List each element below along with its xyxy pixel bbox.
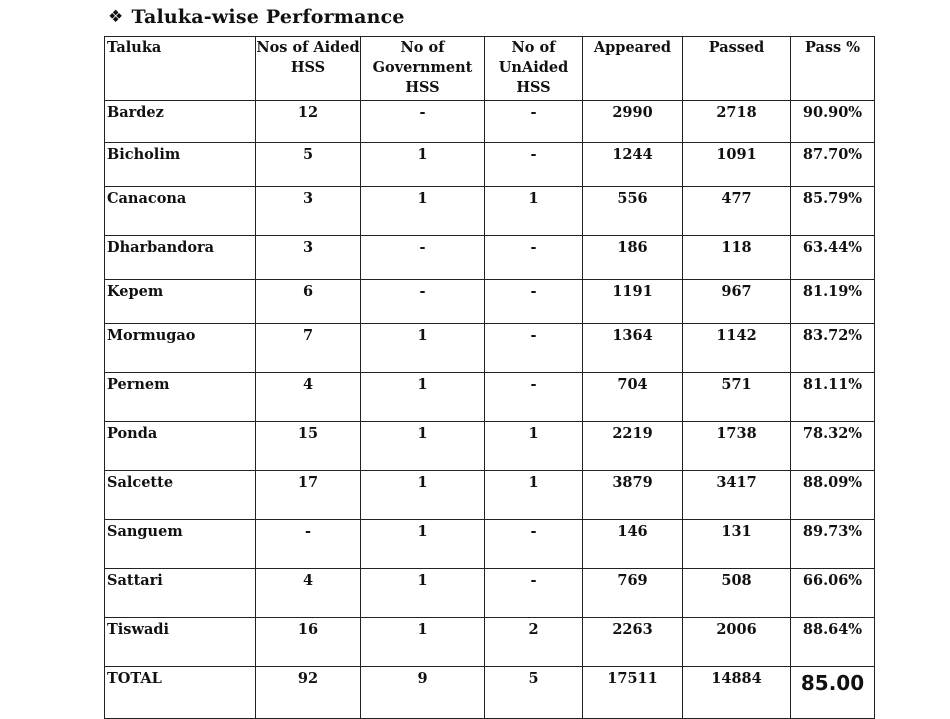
cell-aided: - — [256, 520, 361, 569]
section-heading — [108, 6, 405, 28]
table-row — [105, 143, 875, 187]
cell-aided: 16 — [256, 618, 361, 667]
cell-passed: 1738 — [683, 422, 791, 471]
table-row — [105, 471, 875, 520]
taluka-performance-table — [104, 36, 875, 719]
cell-government: 1 — [361, 143, 485, 187]
cell-passed: 477 — [683, 187, 791, 236]
cell-passed: 2006 — [683, 618, 791, 667]
cell-pass-percent: 83.72% — [791, 324, 875, 373]
cell-passed: 131 — [683, 520, 791, 569]
cell-aided: 3 — [256, 236, 361, 280]
cell-passed: 1142 — [683, 324, 791, 373]
table-row — [105, 101, 875, 143]
cell-unaided: - — [485, 520, 583, 569]
cell-taluka: Sanguem — [105, 520, 256, 569]
table-row — [105, 324, 875, 373]
col-header-unaided: No of UnAided HSS — [485, 37, 583, 101]
diamond-bullet-icon: ❖ — [108, 7, 124, 27]
table-body — [105, 101, 875, 667]
cell-government: - — [361, 280, 485, 324]
total-government: 9 — [361, 667, 485, 719]
total-row — [105, 667, 875, 719]
cell-pass-percent: 78.32% — [791, 422, 875, 471]
cell-appeared: 704 — [583, 373, 683, 422]
cell-government: 1 — [361, 471, 485, 520]
col-header-government: No of Government HSS — [361, 37, 485, 101]
cell-unaided: 2 — [485, 618, 583, 667]
cell-passed: 3417 — [683, 471, 791, 520]
cell-government: 1 — [361, 422, 485, 471]
heading-text: Taluka-wise Performance — [131, 6, 405, 28]
cell-unaided: - — [485, 236, 583, 280]
col-header-passed: Passed — [683, 37, 791, 101]
cell-government: 1 — [361, 324, 485, 373]
cell-aided: 17 — [256, 471, 361, 520]
total-pass-percent: 85.00 — [791, 667, 875, 719]
cell-appeared: 1244 — [583, 143, 683, 187]
table-row — [105, 422, 875, 471]
cell-passed: 118 — [683, 236, 791, 280]
cell-pass-percent: 90.90% — [791, 101, 875, 143]
total-aided: 92 — [256, 667, 361, 719]
col-header-taluka: Taluka — [105, 37, 256, 101]
cell-appeared: 146 — [583, 520, 683, 569]
cell-passed: 2718 — [683, 101, 791, 143]
cell-passed: 571 — [683, 373, 791, 422]
cell-pass-percent: 88.09% — [791, 471, 875, 520]
cell-unaided: - — [485, 280, 583, 324]
cell-appeared: 186 — [583, 236, 683, 280]
cell-government: 1 — [361, 569, 485, 618]
cell-pass-percent: 88.64% — [791, 618, 875, 667]
cell-aided: 6 — [256, 280, 361, 324]
table-row — [105, 373, 875, 422]
col-header-pass-percent: Pass % — [791, 37, 875, 101]
cell-taluka: Mormugao — [105, 324, 256, 373]
cell-taluka: Bardez — [105, 101, 256, 143]
cell-government: - — [361, 236, 485, 280]
cell-unaided: - — [485, 569, 583, 618]
cell-unaided: 1 — [485, 422, 583, 471]
cell-government: - — [361, 101, 485, 143]
cell-aided: 5 — [256, 143, 361, 187]
table-row — [105, 520, 875, 569]
cell-pass-percent: 87.70% — [791, 143, 875, 187]
cell-appeared: 2219 — [583, 422, 683, 471]
cell-taluka: Canacona — [105, 187, 256, 236]
cell-pass-percent: 66.06% — [791, 569, 875, 618]
cell-unaided: 1 — [485, 187, 583, 236]
cell-appeared: 1191 — [583, 280, 683, 324]
table-header-row — [105, 37, 875, 101]
cell-aided: 15 — [256, 422, 361, 471]
col-header-appeared: Appeared — [583, 37, 683, 101]
cell-appeared: 556 — [583, 187, 683, 236]
cell-pass-percent: 89.73% — [791, 520, 875, 569]
cell-passed: 967 — [683, 280, 791, 324]
cell-taluka: Kepem — [105, 280, 256, 324]
total-label: TOTAL — [105, 667, 256, 719]
cell-aided: 12 — [256, 101, 361, 143]
table-row — [105, 569, 875, 618]
cell-appeared: 2263 — [583, 618, 683, 667]
cell-aided: 4 — [256, 373, 361, 422]
cell-aided: 3 — [256, 187, 361, 236]
cell-pass-percent: 85.79% — [791, 187, 875, 236]
cell-passed: 1091 — [683, 143, 791, 187]
cell-appeared: 1364 — [583, 324, 683, 373]
cell-aided: 7 — [256, 324, 361, 373]
cell-government: 1 — [361, 373, 485, 422]
cell-unaided: - — [485, 143, 583, 187]
table-row — [105, 236, 875, 280]
cell-pass-percent: 81.19% — [791, 280, 875, 324]
cell-taluka: Tiswadi — [105, 618, 256, 667]
table-row — [105, 618, 875, 667]
cell-taluka: Ponda — [105, 422, 256, 471]
cell-taluka: Dharbandora — [105, 236, 256, 280]
cell-appeared: 769 — [583, 569, 683, 618]
table-row — [105, 280, 875, 324]
cell-government: 1 — [361, 520, 485, 569]
cell-appeared: 3879 — [583, 471, 683, 520]
table-row — [105, 187, 875, 236]
col-header-aided: Nos of Aided HSS — [256, 37, 361, 101]
total-appeared: 17511 — [583, 667, 683, 719]
total-passed: 14884 — [683, 667, 791, 719]
cell-pass-percent: 81.11% — [791, 373, 875, 422]
cell-taluka: Salcette — [105, 471, 256, 520]
cell-unaided: - — [485, 324, 583, 373]
cell-taluka: Pernem — [105, 373, 256, 422]
cell-unaided: - — [485, 101, 583, 143]
cell-taluka: Sattari — [105, 569, 256, 618]
cell-unaided: - — [485, 373, 583, 422]
cell-appeared: 2990 — [583, 101, 683, 143]
cell-aided: 4 — [256, 569, 361, 618]
cell-government: 1 — [361, 618, 485, 667]
cell-passed: 508 — [683, 569, 791, 618]
cell-government: 1 — [361, 187, 485, 236]
cell-pass-percent: 63.44% — [791, 236, 875, 280]
cell-unaided: 1 — [485, 471, 583, 520]
cell-taluka: Bicholim — [105, 143, 256, 187]
total-unaided: 5 — [485, 667, 583, 719]
